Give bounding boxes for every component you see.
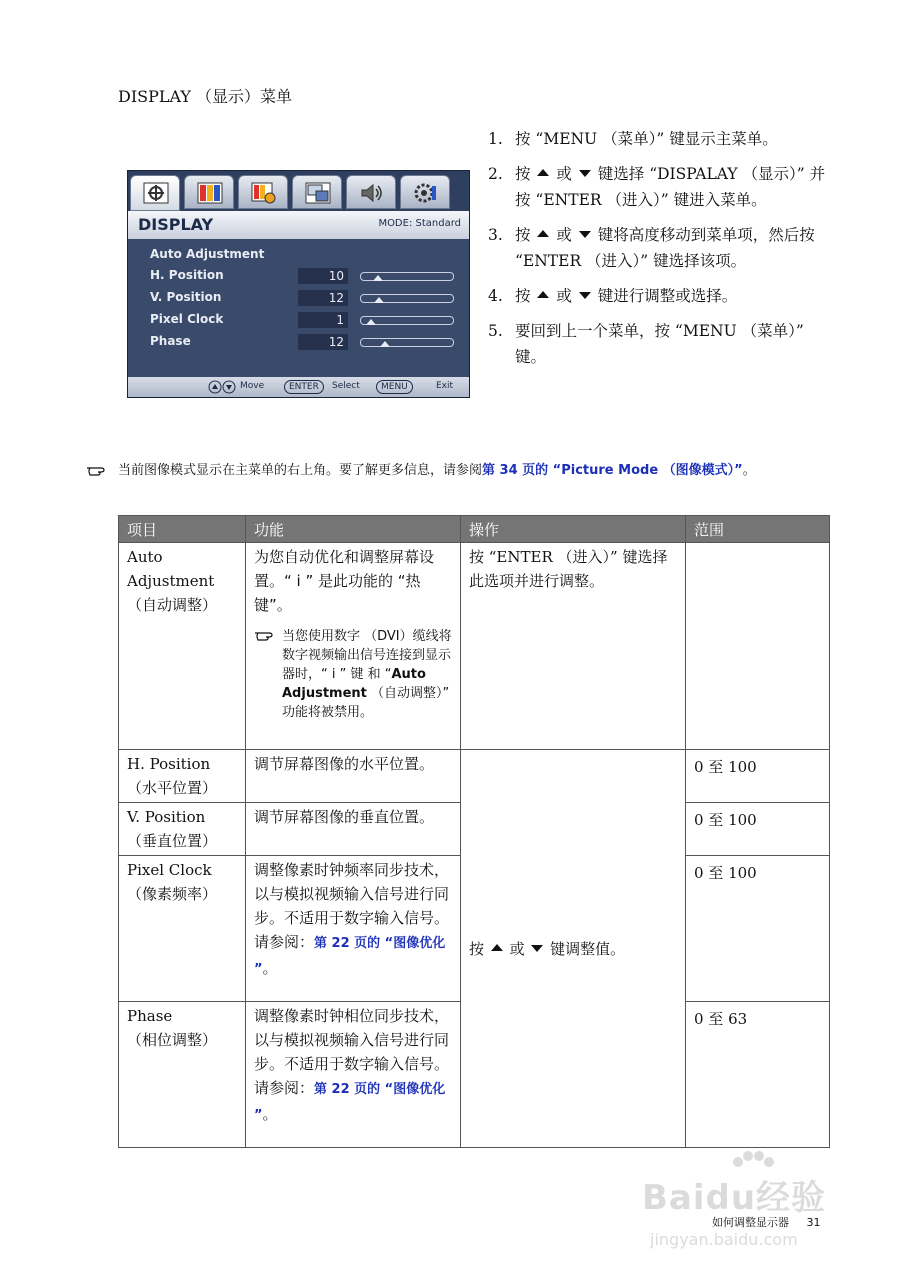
osd-item-auto-adjustment: Auto Adjustment	[150, 247, 265, 261]
footer-section: 如何调整显示器	[712, 1216, 789, 1229]
step-2	[488, 161, 833, 213]
reference-label: 请参阅：	[254, 933, 315, 951]
reference-link[interactable]: 第 22 页的 “图像优化 ”	[254, 1082, 446, 1123]
step-text-pre: 按	[515, 287, 531, 305]
osd-footer-exit: Exit	[436, 381, 454, 391]
step-text-pre: 按	[515, 165, 531, 183]
slider-knob	[366, 319, 376, 325]
osd-item-v-position: V. Position	[150, 290, 222, 304]
osd-tab-picture	[184, 175, 234, 209]
step-1	[488, 126, 833, 152]
column-header: 项目	[119, 516, 246, 543]
page-footer	[712, 1214, 821, 1230]
up-arrow-icon	[537, 230, 549, 237]
item-name-cn: （垂直位置）	[127, 832, 218, 850]
reference-end: 。	[262, 1105, 278, 1123]
cell-note	[254, 627, 452, 722]
display-icon	[143, 182, 169, 204]
range-text: 0 至 100	[694, 758, 757, 776]
instruction-steps	[488, 126, 833, 379]
step-text-pre: 按	[515, 226, 531, 244]
osd-item-phase: Phase	[150, 334, 191, 348]
item-cell	[119, 543, 246, 750]
column-header: 范围	[686, 516, 830, 543]
function-cell	[246, 856, 461, 1002]
watermark-logo	[640, 1150, 850, 1250]
up-arrow-icon	[537, 291, 549, 298]
pointing-hand-icon	[254, 628, 278, 641]
step-number: 2.	[488, 165, 503, 183]
function-text: 为您自动优化和调整屏幕设置。“ i ” 是此功能的 “热键”。	[254, 548, 435, 614]
osd-tab-picture-advanced	[238, 175, 288, 209]
operation-text-pre: 按	[469, 939, 485, 958]
step-text: 按 “MENU （菜单）” 键显示主菜单。	[515, 130, 778, 148]
osd-slider-h-position	[360, 272, 454, 281]
slider-knob	[374, 297, 384, 303]
osd-title: DISPLAY	[138, 215, 214, 234]
range-text: 0 至 100	[694, 864, 757, 882]
osd-item-pixel-clock: Pixel Clock	[150, 312, 224, 326]
step-text: 要回到上一个菜单，按 “MENU （菜单）” 键。	[515, 322, 804, 366]
reference-end: 。	[262, 959, 278, 977]
audio-icon	[359, 182, 385, 204]
item-cell	[119, 1002, 246, 1148]
page-number: 31	[806, 1216, 821, 1229]
range-cell	[686, 803, 830, 856]
table-header-row	[119, 516, 830, 543]
function-cell	[246, 543, 461, 750]
item-name-en: Pixel Clock	[127, 861, 212, 879]
down-arrow-icon	[531, 945, 543, 952]
cell-note-text-end: （自动调整）” 功能将被禁用。	[282, 686, 450, 720]
column-header: 操作	[461, 516, 686, 543]
picture-icon	[197, 182, 223, 204]
page-title: DISPLAY （显示）菜单	[118, 87, 293, 106]
item-name-cn: （自动调整）	[127, 596, 218, 614]
operation-cell	[461, 543, 686, 750]
operation-text: 按 “ENTER （进入）” 键选择此选项并进行调整。	[469, 548, 668, 590]
table-row-h-position	[119, 750, 830, 803]
osd-mode: MODE: Standard	[378, 218, 461, 229]
note-text: 当前图像模式显示在主菜单的右上角。要了解更多信息，请参阅	[118, 463, 483, 478]
function-text: 调整像素时钟相位同步技术，以与模拟视频输入信号进行同步。不适用于数字输入信号。	[254, 1007, 450, 1073]
operation-text-post: 键调整值。	[550, 939, 626, 958]
operation-text-mid: 或	[509, 939, 525, 958]
step-text-mid: 或	[556, 165, 572, 183]
up-arrow-icon	[491, 944, 503, 951]
function-text: 调节屏幕图像的水平位置。	[254, 755, 435, 773]
step-text-mid: 或	[556, 226, 572, 244]
item-name-en: Phase	[127, 1007, 173, 1025]
system-icon	[413, 182, 439, 204]
settings-table	[118, 515, 830, 1148]
range-cell	[686, 543, 830, 750]
osd-slider-pixel-clock	[360, 316, 454, 325]
item-cell	[119, 750, 246, 803]
cell-note-bold: Auto Adjustment	[282, 667, 426, 701]
down-arrow-icon	[579, 231, 591, 238]
osd-value-pixel-clock: 1	[298, 312, 348, 328]
osd-footer-move: Move	[240, 381, 265, 391]
operation-cell-shared	[461, 750, 686, 1148]
function-cell	[246, 1002, 461, 1148]
step-4	[488, 283, 833, 309]
down-arrow-icon	[579, 170, 591, 177]
step-5	[488, 318, 833, 370]
item-cell	[119, 856, 246, 1002]
step-text-post: 键将高度移动到菜单项，然后按 “ENTER （进入）” 键选择该项。	[515, 226, 815, 270]
range-text: 0 至 100	[694, 811, 757, 829]
function-cell	[246, 750, 461, 803]
note-link[interactable]: 第 34 页的 “Picture Mode （图像模式）”	[482, 463, 743, 478]
item-cell	[119, 803, 246, 856]
note	[86, 459, 756, 478]
osd-item-h-position: H. Position	[150, 268, 224, 282]
step-number: 1.	[488, 130, 503, 148]
watermark-brand: Baidu经验	[642, 1178, 827, 1218]
slider-knob	[380, 341, 390, 347]
osd-tab-display	[130, 175, 180, 211]
note-end: 。	[742, 463, 756, 478]
osd-slider-v-position	[360, 294, 454, 303]
osd-menu-list	[128, 239, 469, 379]
up-arrow-icon	[537, 169, 549, 176]
step-number: 4.	[488, 287, 503, 305]
item-name-en: V. Position	[127, 808, 206, 826]
step-text-mid: 或	[556, 287, 572, 305]
pointing-hand-icon	[86, 463, 110, 476]
item-name-cn: （水平位置）	[127, 779, 218, 797]
osd-footer-enter: ENTER	[284, 380, 324, 394]
osd-value-v-position: 12	[298, 290, 348, 306]
osd-tab-system	[400, 175, 450, 209]
pip-icon	[305, 182, 331, 204]
range-text: 0 至 63	[694, 1010, 748, 1028]
watermark-url: jingyan.baidu.com	[650, 1230, 798, 1249]
slider-knob	[373, 275, 383, 281]
cell-note-text: 当您使用数字 （DVI）缆线将数字视频输出信号连接到显示器时，“ i ” 键 和 “	[282, 629, 452, 682]
osd-tab-bar	[128, 171, 471, 211]
function-text: 调节屏幕图像的垂直位置。	[254, 808, 435, 826]
table-row-auto-adjustment	[119, 543, 830, 750]
range-cell	[686, 750, 830, 803]
function-text: 调整像素时钟频率同步技术，以与模拟视频输入信号进行同步。不适用于数字输入信号。	[254, 861, 450, 927]
osd-screenshot	[127, 170, 470, 398]
osd-header	[128, 211, 469, 239]
osd-footer-select: Select	[332, 381, 360, 391]
reference-label: 请参阅：	[254, 1079, 315, 1097]
range-cell	[686, 1002, 830, 1148]
item-name-en: Auto Adjustment	[127, 548, 215, 590]
column-header: 功能	[246, 516, 461, 543]
range-cell	[686, 856, 830, 1002]
step-text-post: 键进行调整或选择。	[597, 287, 738, 305]
reference-link[interactable]: 第 22 页的 “图像优化 ”	[254, 936, 446, 977]
item-name-cn: （相位调整）	[127, 1031, 218, 1049]
step-number: 3.	[488, 226, 503, 244]
picture-advanced-icon	[251, 182, 277, 204]
step-number: 5.	[488, 322, 503, 340]
osd-value-phase: 12	[298, 334, 348, 350]
function-cell	[246, 803, 461, 856]
osd-footer	[128, 377, 469, 397]
osd-footer-menu: MENU	[376, 380, 413, 394]
osd-tab-audio	[346, 175, 396, 209]
item-name-en: H. Position	[127, 755, 211, 773]
osd-slider-phase	[360, 338, 454, 347]
step-text-post: 键选择 “DISPALAY （显示）” 并按 “ENTER （进入）” 键进入菜单。	[515, 165, 826, 209]
osd-value-h-position: 10	[298, 268, 348, 284]
osd-tab-pip	[292, 175, 342, 209]
step-3	[488, 222, 833, 274]
item-name-cn: （像素频率）	[127, 885, 218, 903]
down-arrow-icon	[579, 292, 591, 299]
up-down-arrow-icon	[208, 380, 236, 394]
